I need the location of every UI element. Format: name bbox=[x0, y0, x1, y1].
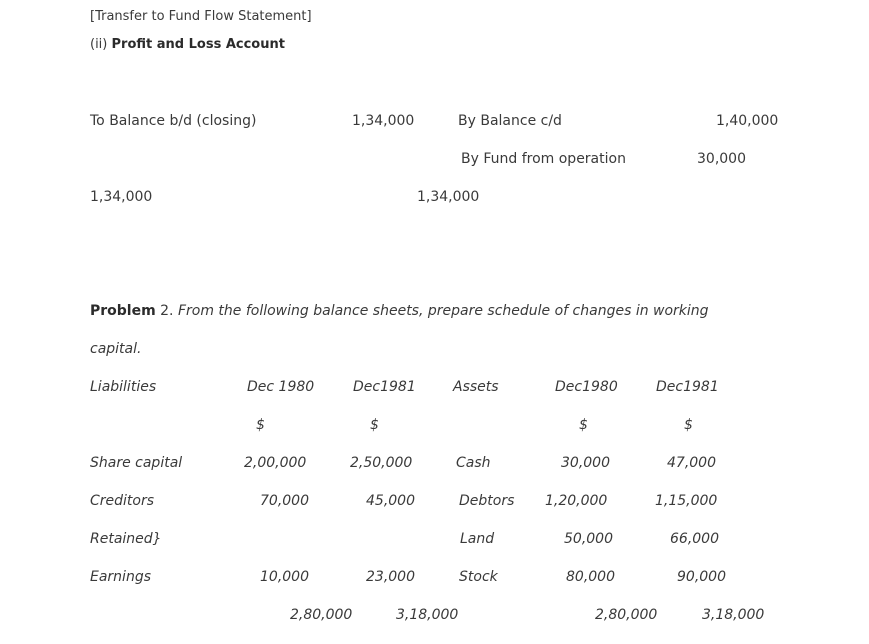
currency-l1981: $ bbox=[370, 417, 379, 433]
currency-l1980: $ bbox=[256, 417, 265, 433]
col-header-liabilities: Liabilities bbox=[90, 379, 157, 395]
table-row-a1980: 1,20,000 bbox=[545, 493, 608, 509]
table-row-l1980: 10,000 bbox=[260, 569, 309, 585]
section-title: Profit and Loss Account bbox=[111, 37, 285, 52]
col-header-assets: Assets bbox=[453, 379, 499, 395]
table-row-a1980: 80,000 bbox=[566, 569, 615, 585]
pl-credit-amount-1: 1,40,000 bbox=[716, 113, 779, 129]
table-row-a1980: 30,000 bbox=[561, 455, 610, 471]
problem-text-line1: From the following balance sheets, prepare schedule of changes in working bbox=[177, 303, 709, 319]
table-row-asset: Land bbox=[460, 531, 495, 547]
pl-credit-label-1: By Balance c/d bbox=[458, 113, 562, 129]
pl-debit-total: 1,34,000 bbox=[90, 189, 153, 205]
total-a1980: 2,80,000 bbox=[595, 607, 658, 623]
section-number: (ii) bbox=[90, 37, 108, 52]
table-row-a1981: 66,000 bbox=[670, 531, 719, 547]
table-row-a1981: 1,15,000 bbox=[655, 493, 718, 509]
table-row-a1981: 47,000 bbox=[667, 455, 716, 471]
table-row-a1981: 90,000 bbox=[677, 569, 726, 585]
transfer-note: [Transfer to Fund Flow Statement] bbox=[90, 9, 312, 24]
problem-number: 2. bbox=[160, 303, 174, 319]
table-row-liability: Retained} bbox=[90, 531, 162, 547]
problem-statement bbox=[90, 302, 709, 320]
pl-credit-total: 1,34,000 bbox=[417, 189, 480, 205]
table-row-l1980: 70,000 bbox=[260, 493, 309, 509]
col-header-a1981: Dec1981 bbox=[656, 379, 719, 395]
section-heading bbox=[90, 36, 285, 54]
pl-debit-amount-1: 1,34,000 bbox=[352, 113, 415, 129]
total-a1981: 3,18,000 bbox=[702, 607, 765, 623]
table-row-asset: Stock bbox=[459, 569, 498, 585]
table-row-l1981: 45,000 bbox=[366, 493, 415, 509]
col-header-a1980: Dec1980 bbox=[555, 379, 618, 395]
currency-a1980: $ bbox=[579, 417, 588, 433]
pl-credit-amount-2: 30,000 bbox=[697, 151, 746, 167]
table-row-l1981: 23,000 bbox=[366, 569, 415, 585]
col-header-l1981: Dec1981 bbox=[353, 379, 416, 395]
total-l1980: 2,80,000 bbox=[290, 607, 353, 623]
table-row-liability: Creditors bbox=[90, 493, 155, 509]
table-row-a1980: 50,000 bbox=[564, 531, 613, 547]
pl-credit-label-2: By Fund from operation bbox=[461, 151, 626, 167]
table-row-l1980: 2,00,000 bbox=[244, 455, 307, 471]
table-row-liability: Earnings bbox=[90, 569, 151, 585]
problem-text-line2: capital. bbox=[90, 341, 142, 357]
table-row-liability: Share capital bbox=[90, 455, 183, 471]
table-row-asset: Debtors bbox=[459, 493, 515, 509]
col-header-l1980: Dec 1980 bbox=[247, 379, 315, 395]
table-row-asset: Cash bbox=[456, 455, 491, 471]
currency-a1981: $ bbox=[684, 417, 693, 433]
pl-debit-label-1: To Balance b/d (closing) bbox=[90, 113, 257, 129]
problem-label: Problem bbox=[90, 303, 156, 319]
total-l1981: 3,18,000 bbox=[396, 607, 459, 623]
table-row-l1981: 2,50,000 bbox=[350, 455, 413, 471]
